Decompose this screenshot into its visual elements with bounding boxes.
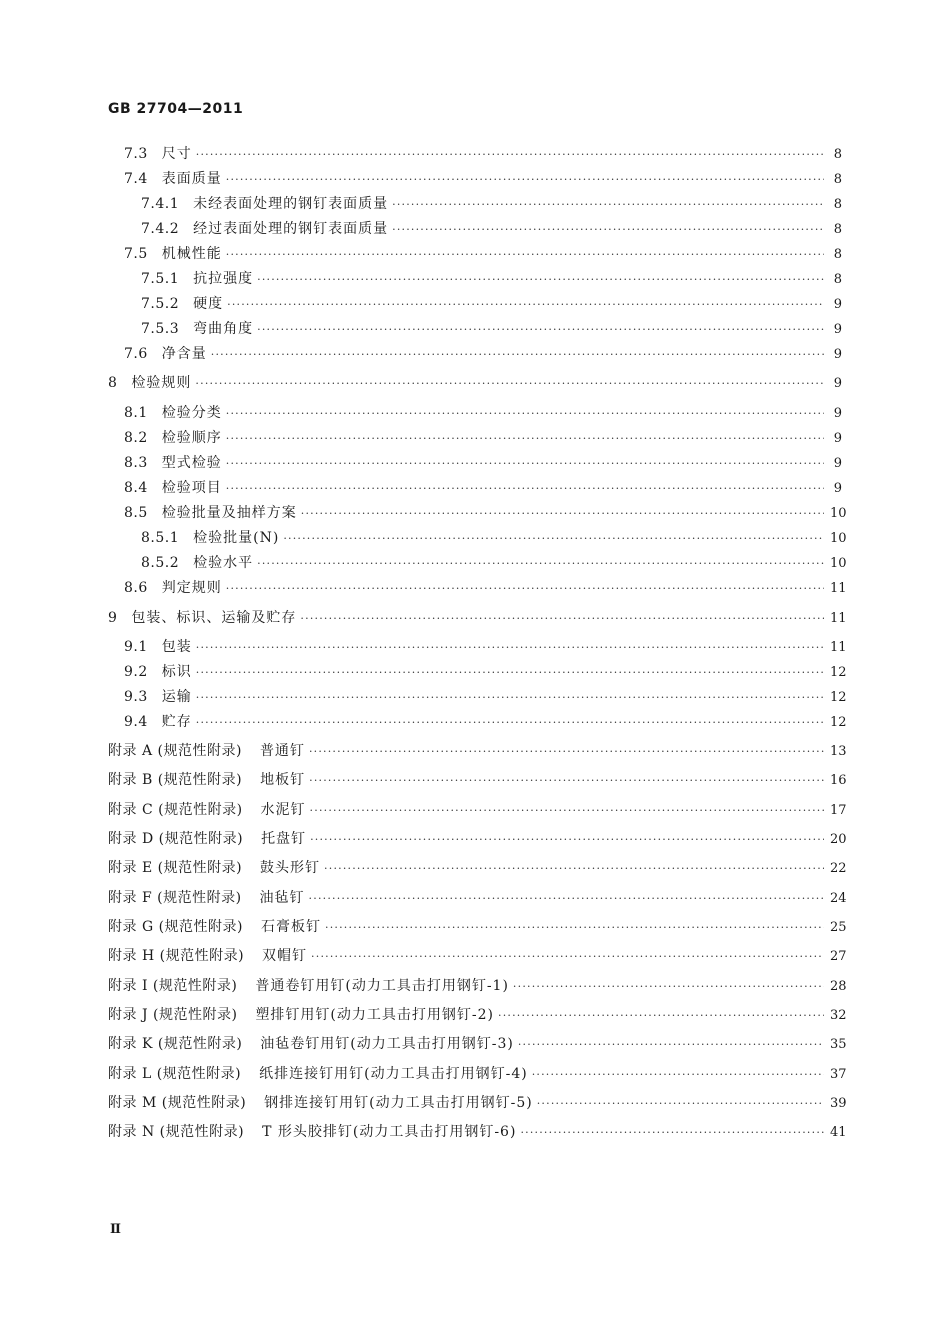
toc-title: 经过表面处理的钢钉表面质量 [193, 221, 389, 237]
toc-entry-appendix[interactable] [108, 1034, 847, 1054]
toc-number: 7.4 [124, 171, 148, 187]
toc-page: 24 [830, 891, 847, 906]
toc-number: 7.6 [124, 346, 148, 362]
toc-title: 弯曲角度 [193, 321, 254, 337]
toc-leader [226, 579, 824, 599]
toc-page: 11 [830, 611, 847, 626]
toc-title: 地板钉 [260, 772, 306, 788]
toc-leader [513, 977, 824, 997]
toc-leader [532, 1065, 824, 1085]
toc-leader [392, 195, 824, 215]
toc-entry[interactable] [141, 553, 847, 573]
toc-leader [310, 830, 824, 850]
toc-number: 附录 G (规范性附录) [108, 919, 244, 935]
toc-page: 9 [833, 376, 842, 391]
toc-leader [195, 374, 824, 394]
toc-title: 净含量 [161, 346, 207, 362]
toc-title: 钢排连接钉用钉(动力工具击打用钢钉-5) [264, 1095, 533, 1111]
toc-number: 7.4.1 [141, 196, 180, 212]
toc-entry-appendix[interactable] [108, 800, 847, 820]
toc-title: 贮存 [161, 714, 192, 730]
toc-number: 8 [108, 375, 118, 391]
toc-page: 9 [833, 431, 842, 446]
toc-number: 附录 B (规范性附录) [108, 772, 243, 788]
toc-entry[interactable] [141, 319, 842, 339]
toc-leader [226, 245, 824, 265]
toc-entry-appendix[interactable] [108, 829, 847, 849]
toc-number: 附录 I (规范性附录) [108, 978, 238, 994]
toc-entry-appendix[interactable] [108, 858, 847, 878]
toc-leader [309, 889, 824, 909]
toc-page: 9 [833, 406, 842, 421]
toc-page: 9 [833, 297, 842, 312]
toc-page: 8 [833, 147, 842, 162]
toc-page: 27 [830, 949, 847, 964]
toc-title: 包装 [161, 639, 192, 655]
toc-leader [226, 170, 824, 190]
toc-leader [257, 270, 824, 290]
toc-page: 11 [830, 581, 847, 596]
toc-title: 油毡卷钉用钉(动力工具击打用钢钉-3) [260, 1036, 514, 1052]
toc-page: 28 [830, 979, 847, 994]
document-id: GB 27704—2011 [108, 101, 244, 117]
toc-entry[interactable] [141, 528, 847, 548]
toc-leader [196, 638, 824, 658]
toc-number: 9.1 [124, 639, 148, 655]
toc-title: 判定规则 [161, 580, 222, 596]
toc-leader [518, 1035, 824, 1055]
toc-entry[interactable] [124, 244, 842, 264]
toc-title: 型式检验 [161, 455, 222, 471]
toc-page: 13 [830, 744, 847, 759]
toc-number: 附录 C (规范性附录) [108, 802, 243, 818]
toc-leader [226, 454, 824, 474]
toc-leader [227, 295, 824, 315]
toc-title: 检验项目 [161, 480, 222, 496]
toc-title: 检验水平 [193, 555, 254, 571]
toc-entry-appendix[interactable] [108, 1093, 847, 1113]
toc-entry[interactable] [141, 294, 842, 314]
toc-page: 9 [833, 481, 842, 496]
toc-entry-appendix[interactable] [108, 741, 847, 761]
toc-number: 8.5.2 [141, 555, 180, 571]
toc-leader [226, 429, 824, 449]
toc-leader [309, 742, 824, 762]
toc-number: 8.2 [124, 430, 148, 446]
toc-leader [311, 947, 824, 967]
toc-leader [196, 713, 824, 733]
toc-page: 8 [833, 247, 842, 262]
toc-page: 20 [830, 832, 847, 847]
toc-number: 8.6 [124, 580, 148, 596]
toc-leader [196, 145, 824, 165]
toc-entry[interactable] [141, 269, 842, 289]
toc-leader [537, 1094, 824, 1114]
toc-page: 8 [833, 222, 842, 237]
toc-leader [196, 663, 824, 683]
toc-entry-appendix[interactable] [108, 976, 847, 996]
toc-entry[interactable] [141, 194, 842, 214]
toc-title: 普通钉 [259, 743, 305, 759]
toc-number: 附录 M (规范性附录) [108, 1095, 247, 1111]
page-number: Ⅱ [110, 1222, 121, 1237]
toc-page: 9 [833, 456, 842, 471]
toc-number: 7.5.3 [141, 321, 180, 337]
toc-number: 8.5.1 [141, 530, 180, 546]
toc-leader [310, 801, 824, 821]
toc-number: 9.2 [124, 664, 148, 680]
toc-leader [283, 529, 824, 549]
toc-page: 8 [833, 197, 842, 212]
toc-leader [226, 404, 824, 424]
toc-title: 石膏板钉 [261, 919, 322, 935]
toc-page: 8 [833, 172, 842, 187]
toc-number: 8.5 [124, 505, 148, 521]
toc-number: 7.5.1 [141, 271, 180, 287]
toc-number: 附录 J (规范性附录) [108, 1007, 238, 1023]
toc-page: 39 [830, 1096, 847, 1111]
toc-page: 9 [833, 322, 842, 337]
toc-number: 9.3 [124, 689, 148, 705]
toc-number: 附录 K (规范性附录) [108, 1036, 243, 1052]
toc-entry[interactable] [124, 503, 847, 523]
toc-title: 标识 [161, 664, 192, 680]
toc-leader [211, 345, 824, 365]
toc-leader [226, 479, 824, 499]
toc-title: 水泥钉 [260, 802, 306, 818]
toc-number: 7.5.2 [141, 296, 180, 312]
toc-title: 纸排连接钉用钉(动力工具击打用钢钉-4) [259, 1066, 528, 1082]
toc-entry[interactable] [124, 712, 847, 732]
toc-page: 35 [830, 1037, 847, 1052]
toc-entry[interactable] [124, 478, 842, 498]
toc-number: 9.4 [124, 714, 148, 730]
toc-entry[interactable] [124, 428, 842, 448]
toc-leader [309, 771, 824, 791]
toc-title: 检验规则 [131, 375, 192, 391]
toc-title: 双帽钉 [262, 948, 308, 964]
toc-page: 10 [830, 506, 847, 521]
toc-number: 9 [108, 610, 118, 626]
toc-page: 22 [830, 861, 847, 876]
toc-title: 托盘钉 [261, 831, 307, 847]
toc-title: 包装、标识、运输及贮存 [131, 610, 297, 626]
toc-title: 油毡钉 [259, 890, 305, 906]
toc-entry-appendix[interactable] [108, 946, 847, 966]
toc-entry-appendix[interactable] [108, 1005, 847, 1025]
toc-leader [301, 504, 824, 524]
toc-page: 12 [830, 715, 847, 730]
toc-entry[interactable] [124, 662, 847, 682]
toc-leader [257, 320, 824, 340]
toc-entry[interactable] [124, 144, 842, 164]
toc-leader [257, 554, 824, 574]
toc-number: 附录 N (规范性附录) [108, 1124, 245, 1140]
toc-page: 41 [830, 1125, 847, 1140]
toc-leader [392, 220, 824, 240]
toc-leader [325, 918, 824, 938]
toc-title: 未经表面处理的钢钉表面质量 [193, 196, 389, 212]
toc-number: 附录 L (规范性附录) [108, 1066, 242, 1082]
toc-page: 12 [830, 690, 847, 705]
toc-leader [300, 609, 824, 629]
toc-title: 硬度 [193, 296, 224, 312]
toc-entry[interactable] [124, 453, 842, 473]
toc-leader [196, 688, 824, 708]
toc-entry-appendix[interactable] [108, 770, 847, 790]
toc-number: 8.1 [124, 405, 148, 421]
toc-title: 普通卷钉用钉(动力工具击打用钢钉-1) [255, 978, 509, 994]
toc-title: 检验顺序 [161, 430, 222, 446]
toc-entry-appendix[interactable] [108, 1122, 847, 1142]
toc-number: 8.4 [124, 480, 148, 496]
toc-number: 8.3 [124, 455, 148, 471]
toc-title: 运输 [161, 689, 192, 705]
toc-page: 11 [830, 640, 847, 655]
toc-title: 检验分类 [161, 405, 222, 421]
toc-number: 附录 H (规范性附录) [108, 948, 245, 964]
toc-entry[interactable] [124, 403, 842, 423]
toc-page: 17 [830, 803, 847, 818]
toc-number: 7.3 [124, 146, 148, 162]
toc-page: 16 [830, 773, 847, 788]
toc-entry[interactable] [141, 219, 842, 239]
toc-page: 12 [830, 665, 847, 680]
toc-entry[interactable] [108, 373, 842, 393]
toc-number: 7.4.2 [141, 221, 180, 237]
toc-page: 8 [833, 272, 842, 287]
toc-page: 37 [830, 1067, 847, 1082]
toc-title: 机械性能 [161, 246, 222, 262]
toc-title: 尺寸 [161, 146, 192, 162]
toc-title: 表面质量 [161, 171, 222, 187]
toc-entry-appendix[interactable] [108, 917, 847, 937]
toc-number: 附录 D (规范性附录) [108, 831, 244, 847]
toc-entry[interactable] [124, 169, 842, 189]
toc-entry-appendix[interactable] [108, 888, 847, 908]
toc-title: 检验批量及抽样方案 [161, 505, 297, 521]
toc-number: 7.5 [124, 246, 148, 262]
toc-title: T 形头胶排钉(动力工具击打用钢钉-6) [262, 1124, 517, 1140]
toc-page: 10 [830, 556, 847, 571]
toc-page: 10 [830, 531, 847, 546]
toc-number: 附录 E (规范性附录) [108, 860, 243, 876]
toc-entry[interactable] [124, 578, 847, 598]
toc-page: 25 [830, 920, 847, 935]
toc-entry-appendix[interactable] [108, 1064, 847, 1084]
toc-leader [324, 859, 824, 879]
toc-title: 鼓头形钉 [260, 860, 321, 876]
toc-leader [520, 1123, 824, 1143]
toc-page: 9 [833, 347, 842, 362]
toc-number: 附录 A (规范性附录) [108, 743, 242, 759]
toc-entry[interactable] [108, 608, 847, 628]
toc-title: 塑排钉用钉(动力工具击打用钢钉-2) [255, 1007, 494, 1023]
toc-entry[interactable] [124, 637, 847, 657]
toc-entry[interactable] [124, 344, 842, 364]
toc-number: 附录 F (规范性附录) [108, 890, 242, 906]
toc-title: 抗拉强度 [193, 271, 254, 287]
toc-leader [498, 1006, 824, 1026]
toc-entry[interactable] [124, 687, 847, 707]
toc-page: 32 [830, 1008, 847, 1023]
toc-title: 检验批量(N) [193, 530, 280, 546]
